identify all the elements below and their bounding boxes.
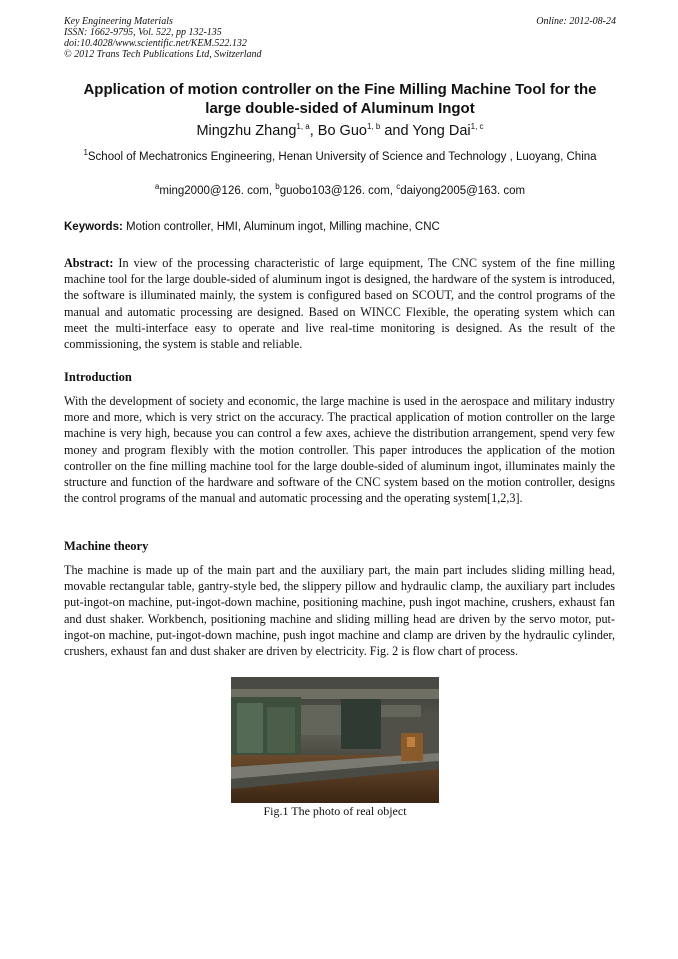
title-line-2: large double-sided of Aluminum Ingot (205, 100, 475, 117)
abstract-text: In view of the processing characteristic of large equipment, The CNC system of the fine milling machine tool for the large double-sided of aluminum ingot is designed, the hardware of the system is introduced, the software is illuminated mainly, the system is configured based on SCOUT, and the control programs of the manual and automatic processing are designed. Based on WINCC Flexible, the operating system which can meet the multi-interface easy to operate and live real-time monitoring is designed. As the result of the commissioning, the system is stable and reliable. (64, 256, 615, 352)
email-list: $^a$ming2000@126. com, $^b$guobo103@126. com, $^c$daiyong2005@163. com (154, 182, 526, 197)
figure-caption: Fig.1 The photo of real object (263, 804, 407, 818)
abstract (64, 255, 615, 352)
email-sup: b (275, 182, 280, 192)
affiliation-sup: 1 (83, 148, 88, 158)
email-address[interactable]: daiyong2005@163. com (400, 185, 526, 197)
author-separator: , (309, 123, 318, 139)
section-heading-machine-theory: Machine theory (64, 539, 149, 553)
author-name: Yong Dai (412, 123, 471, 139)
author-sup: 1, c (470, 122, 484, 132)
affiliation (64, 149, 616, 165)
copyright: © 2012 Trans Tech Publications Ltd, Switzerland (64, 49, 262, 60)
affiliation-text: School of Mechatronics Engineering, Henan University of Science and Technology , Luoyang, China (87, 151, 597, 163)
author-and: and (380, 123, 413, 139)
keywords-label: Keywords: (64, 221, 123, 233)
journal-name: Key Engineering Materials (64, 16, 173, 27)
keywords-text: Motion controller, HMI, Aluminum ingot, Milling machine, CNC (122, 221, 440, 233)
doi: doi:10.4028/www.scientific.net/KEM.522.132 (64, 38, 247, 49)
email-sup: c (396, 182, 401, 192)
issn: ISSN: 1662-9795, Vol. 522, pp 132-135 (64, 27, 222, 38)
email-address[interactable]: guobo103@126. com (279, 185, 390, 197)
machine-theory-paragraph: The machine is made up of the main part and the auxiliary part, the main part includes sliding milling head, movable rectangular table, gantry-style bed, the slippery pillow and hydraulic clamp, the auxiliary part includes put-ingot-on machine, put-ingot-down machine, positioning machine, push ingot machine, crushers, exhaust fan and dust shaker. Workbench, positioning machine and sliding milling head are driven by the servo motor, put-ingot-on machine, put-ingot-down machine, push ingot machine and clamp are driven by the hydraulic cylinder, crushers, exhaust fan and dust shaker are driven by electricity. Fig. 2 is flow chart of process. (64, 563, 615, 659)
email-address[interactable]: ming2000@126. com (159, 185, 269, 197)
author-name: Bo Guo (317, 123, 367, 139)
keywords (64, 221, 616, 233)
machine-photo (231, 677, 439, 803)
journal-header (64, 16, 616, 60)
machine-photo-illustration (231, 677, 439, 803)
author-name: Mingzhu Zhang (196, 123, 297, 139)
section-heading-introduction: Introduction (64, 370, 132, 384)
author-sup: 1, a (296, 122, 310, 132)
email-sup: a (154, 182, 160, 192)
title-line-1: Application of motion controller on the Fine Milling Machine Tool for the (83, 81, 597, 98)
introduction-paragraph: With the development of society and economic, the large machine is used in the aerospace and military industry more and more, which is very strict on the accuracy. The practical application of motion controller on the large machine is very high, because you can control a few axes, achieve the distribution arrangement, spend very few money and program flexibly with the motion controller. This paper introduces the application of the motion controller on the fine milling machine tool for the large double-sided of aluminum ingot, illuminates mainly the structure and function of the hardware and software of the CNC system based on the motion controller, designs the control programs of the manual and automatic processing and the operating system[1,2,3]. (64, 394, 615, 506)
paper-title (60, 80, 620, 118)
abstract-label: Abstract: (64, 256, 114, 270)
online-date: Online: 2012-08-24 (536, 16, 616, 27)
author-list (60, 123, 620, 139)
author-sup: 1, b (366, 122, 381, 132)
